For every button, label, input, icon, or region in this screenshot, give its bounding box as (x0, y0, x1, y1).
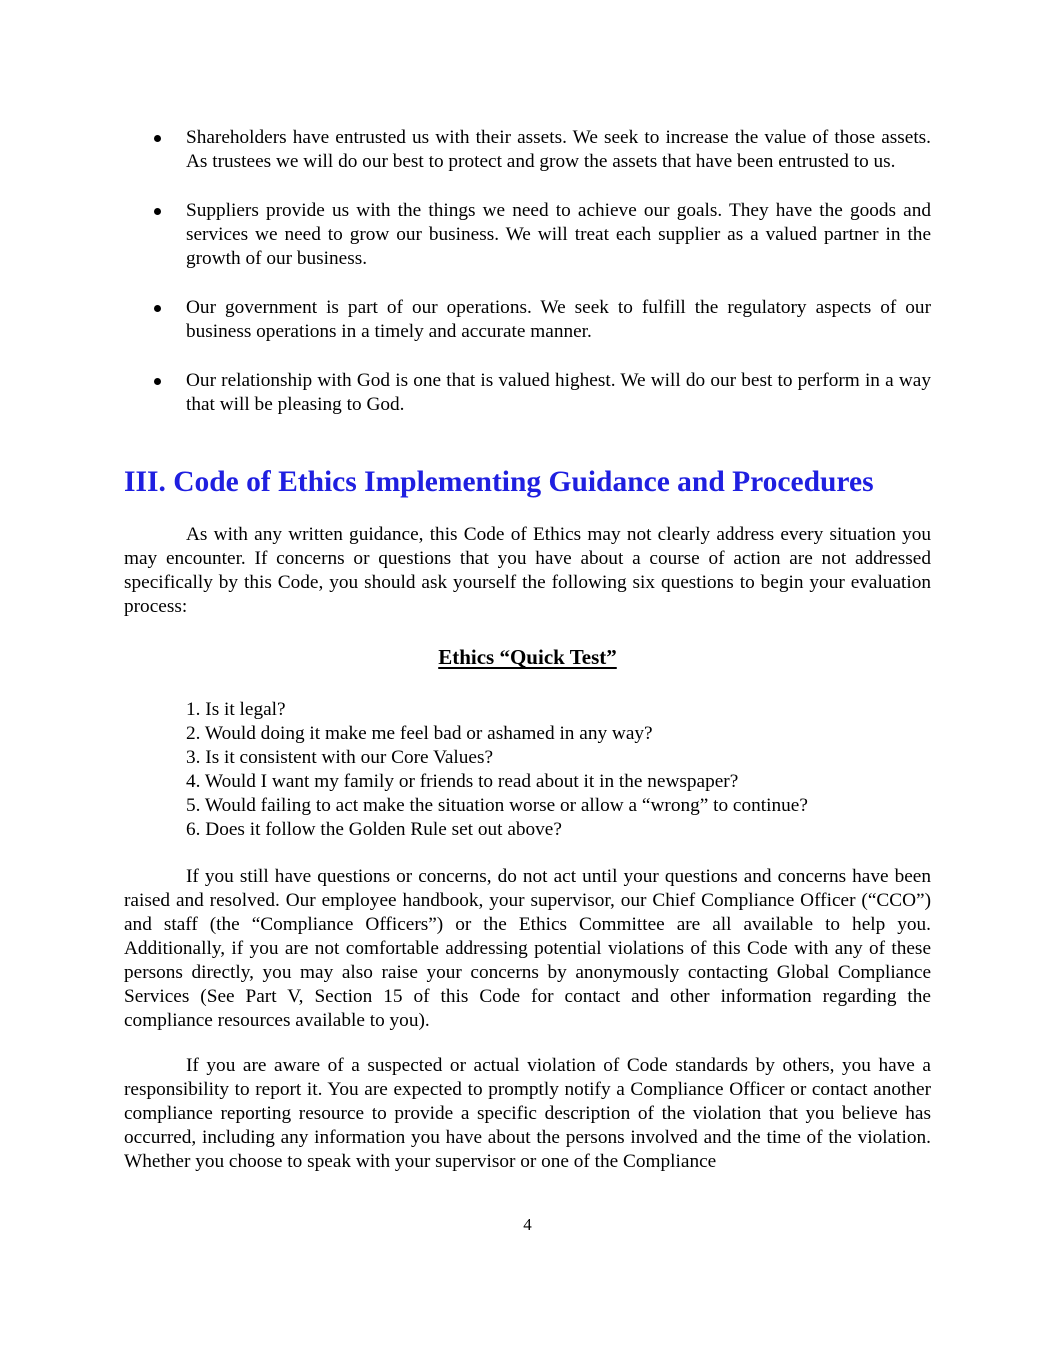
bullet-item-suppliers (124, 199, 931, 271)
bullet-dot-icon (154, 305, 161, 312)
reporting-paragraph: If you are aware of a suspected or actual violation of Code standards by others, you have a responsibility to report it. You are expected to promptly notify a Compliance Officer or contact another compliance reporting resource to provide a specific description of the violation that you believe has occurred, including any information you have about the persons involved and the time of the violation. Whether you choose to speak with your supervisor or one of the Compliance (124, 1055, 931, 1172)
intro-paragraph: As with any written guidance, this Code of Ethics may not clearly address every situation you may encounter. If concerns or questions that you have about a course of action are not addressed specifically by this Code, you should ask yourself the following six questions to begin your evaluation process: (124, 524, 931, 617)
bullet-text: Shareholders have entrusted us with their assets. We seek to increase the value of those assets. As trustees we will do our best to protect and grow the assets that have been entrusted to us. (186, 127, 931, 172)
concerns-paragraph: If you still have questions or concerns, do not act until your questions and concerns have been raised and resolved. Our employee handbook, your supervisor, our Chief Compliance Officer (“CCO”) and staff (the “Compliance Officers”) or the Ethics Committee are all available to help you. Additionally, if you are not comfortable addressing potential violations of this Code with any of these persons directly, you may also raise your concerns by anonymously contacting Global Compliance Services (See Part V, Section 15 of this Code for contact and other information regarding the compliance resources available to you). (124, 866, 931, 1031)
bullet-text: Our government is part of our operations. We seek to fulfill the regulatory aspects of our business operations in a timely and accurate manner. (186, 297, 931, 342)
quick-test-question: 6. Does it follow the Golden Rule set out above? (186, 819, 562, 840)
bullet-item-shareholders (124, 126, 931, 174)
quick-test-question-list (186, 698, 808, 842)
quick-test-heading (124, 644, 931, 670)
stakeholder-bullet-list (124, 126, 931, 442)
bullet-dot-icon (154, 135, 161, 142)
quick-test-question: 4. Would I want my family or friends to read about it in the newspaper? (186, 771, 739, 792)
bullet-text: Our relationship with God is one that is valued highest. We will do our best to perform in a way that will be pleasing to God. (186, 370, 931, 415)
quick-test-title: Ethics “Quick Test” (438, 645, 617, 669)
bullet-dot-icon (154, 208, 161, 215)
bullet-item-god (124, 369, 931, 417)
bullet-text: Suppliers provide us with the things we need to achieve our goals. They have the goods and services we need to grow our business. We will treat each supplier as a valued partner in the growth of our business. (186, 200, 931, 269)
bullet-dot-icon (154, 378, 161, 385)
bullet-item-government (124, 296, 931, 344)
quick-test-question: 1. Is it legal? (186, 699, 286, 720)
section-heading: III. Code of Ethics Implementing Guidance and Procedures (124, 466, 874, 498)
quick-test-question: 3. Is it consistent with our Core Values? (186, 747, 494, 768)
quick-test-question: 5. Would failing to act make the situation worse or allow a “wrong” to continue? (186, 795, 808, 816)
quick-test-question: 2. Would doing it make me feel bad or ashamed in any way? (186, 723, 653, 744)
page-number: 4 (523, 1215, 532, 1234)
